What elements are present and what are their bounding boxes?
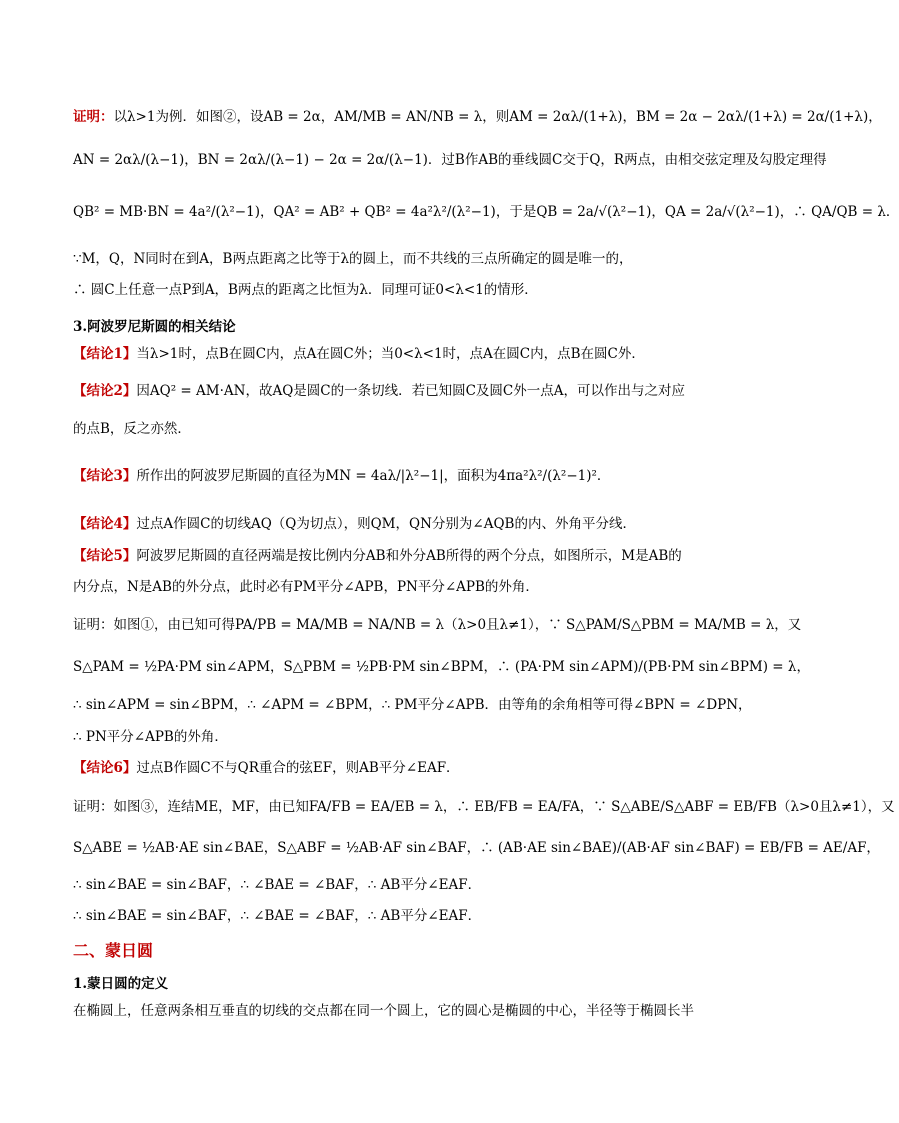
conclusion-2-text: 因AQ² = AM·AN，故AQ是圆C的一条切线．若已知圆C及圆C外一点A，可以作出与之对应 bbox=[136, 383, 686, 399]
conclusion-1 bbox=[73, 344, 724, 364]
proof5-text4: ∴ PN平分∠APB的外角． bbox=[73, 729, 228, 745]
conclusion-5-cont bbox=[73, 577, 724, 597]
proof6-text4: ∴ sin∠BAE = sin∠BAF，∴ ∠BAE = ∠BAF，∴ AB平分∠EAF． bbox=[73, 908, 482, 924]
proof1-text1: 以λ>1为例．如图②，设AB = 2α，AM/MB = AN/NB = λ，则AM = 2αλ/(1+λ)，BM = 2α − 2αλ/(1+λ) = 2α/(1+λ)， bbox=[113, 109, 882, 125]
proof6-text3: ∴ sin∠BAE = sin∠BAF，∴ ∠BAE = ∠BAF，∴ AB平分∠EAF． bbox=[73, 877, 482, 893]
conclusion-1-label: 【结论1】 bbox=[73, 346, 137, 362]
conclusion-6 bbox=[73, 758, 724, 778]
proof6-line2 bbox=[73, 838, 880, 858]
monge-definition bbox=[73, 1001, 724, 1021]
proof5-text1: 证明：如图①，由已知可得PA/PB = MA/MB = NA/NB = λ（λ>0且λ≠1），∵ S△PAM/S△PBM = MA/MB = λ，又 bbox=[73, 617, 802, 633]
proof6-line1 bbox=[73, 797, 895, 817]
conclusion-6-label: 【结论6】 bbox=[73, 760, 137, 776]
conclusion-2-cont bbox=[73, 419, 724, 439]
proof-label: 证明： bbox=[73, 109, 114, 125]
conclusion-3 bbox=[73, 466, 724, 486]
proof1-line5 bbox=[73, 280, 724, 300]
proof1-line2 bbox=[73, 150, 827, 170]
proof5-line2 bbox=[73, 657, 810, 677]
proof5-text2: S△PAM = ½PA·PM sin∠APM，S△PBM = ½PB·PM sin∠BPM，∴ (PA·PM sin∠APM)/(PB·PM sin∠BPM) = λ， bbox=[73, 659, 810, 675]
conclusion-3-label: 【结论3】 bbox=[73, 468, 137, 484]
subheading-monge-definition: 1.蒙日圆的定义 bbox=[73, 976, 169, 992]
conclusion-4-label: 【结论4】 bbox=[73, 516, 137, 532]
proof1-text4: ∵M，Q，N同时在到A，B两点距离之比等于λ的圆上，而不共线的三点所确定的圆是唯一的， bbox=[73, 251, 633, 267]
conclusion-5 bbox=[73, 546, 724, 566]
conclusion-2-text2: 的点B，反之亦然． bbox=[73, 421, 191, 437]
conclusion-5-text2: 内分点，N是AB的外分点，此时必有PM平分∠APB，PN平分∠APB的外角． bbox=[73, 579, 539, 595]
proof1-line1 bbox=[73, 107, 882, 127]
proof1-line3 bbox=[73, 202, 899, 222]
conclusion-4 bbox=[73, 514, 724, 534]
conclusion-5-text: 阿波罗尼斯圆的直径两端是按比例内分AB和外分AB所得的两个分点，如图所示，M是AB的 bbox=[136, 548, 682, 564]
proof5-line3 bbox=[73, 695, 752, 715]
proof5-line1 bbox=[73, 615, 802, 635]
proof1-line4 bbox=[73, 249, 724, 269]
proof6-line3 bbox=[73, 875, 724, 895]
proof6-line4 bbox=[73, 906, 724, 926]
proof6-text2: S△ABE = ½AB·AE sin∠BAE，S△ABF = ½AB·AF sin∠BAF，∴ (AB·AE sin∠BAE)/(AB·AF sin∠BAF) = EB/FB = AE/AF， bbox=[73, 840, 880, 856]
proof6-text1: 证明：如图③，连结ME，MF，由已知FA/FB = EA/EB = λ，∴ EB/FB = EA/FA，∵ S△ABE/S△ABF = EB/FB（λ>0且λ≠1），又 bbox=[73, 799, 895, 815]
proof1-text2: AN = 2αλ/(λ−1)，BN = 2αλ/(λ−1) − 2α = 2α/(λ−1)．过B作AB的垂线圆C交于Q，R两点，由相交弦定理及勾股定理得 bbox=[73, 152, 827, 168]
proof5-line4 bbox=[73, 727, 724, 747]
proof5-text3: ∴ sin∠APM = sin∠BPM，∴ ∠APM = ∠BPM，∴ PM平分∠APB．由等角的余角相等可得∠BPN = ∠DPN， bbox=[73, 697, 752, 713]
heading-apollonius-conclusions: 3.阿波罗尼斯圆的相关结论 bbox=[73, 319, 236, 335]
conclusion-5-label: 【结论5】 bbox=[73, 548, 137, 564]
proof1-text5: ∴ 圆C上任意一点P到A，B两点的距离之比恒为λ．同理可证0<λ<1的情形． bbox=[73, 282, 538, 298]
conclusion-2-label: 【结论2】 bbox=[73, 383, 137, 399]
conclusion-1-text: 当λ>1时，点B在圆C内，点A在圆C外；当0<λ<1时，点A在圆C内，点B在圆C外． bbox=[136, 346, 645, 362]
monge-definition-text: 在椭圆上，任意两条相互垂直的切线的交点都在同一个圆上，它的圆心是椭圆的中心，半径等于椭圆长半 bbox=[73, 1003, 694, 1019]
proof1-text3: QB² = MB·BN = 4a²/(λ²−1)，QA² = AB² + QB² = 4a²λ²/(λ²−1)，于是QB = 2a/√(λ²−1)，QA = 2a/√(λ²−1)，∴ QA/QB = λ． bbox=[73, 204, 899, 220]
conclusion-3-text: 所作出的阿波罗尼斯圆的直径为MN = 4aλ/|λ²−1|，面积为4πa²λ²/(λ²−1)²． bbox=[136, 468, 611, 484]
conclusion-4-text: 过点A作圆C的切线AQ（Q为切点），则QM，QN分别为∠AQB的内、外角平分线． bbox=[136, 516, 636, 532]
section-monge-circle: 二、蒙日圆 bbox=[73, 941, 154, 960]
conclusion-2 bbox=[73, 381, 724, 401]
conclusion-6-text: 过点B作圆C不与QR重合的弦EF，则AB平分∠EAF． bbox=[136, 760, 460, 776]
